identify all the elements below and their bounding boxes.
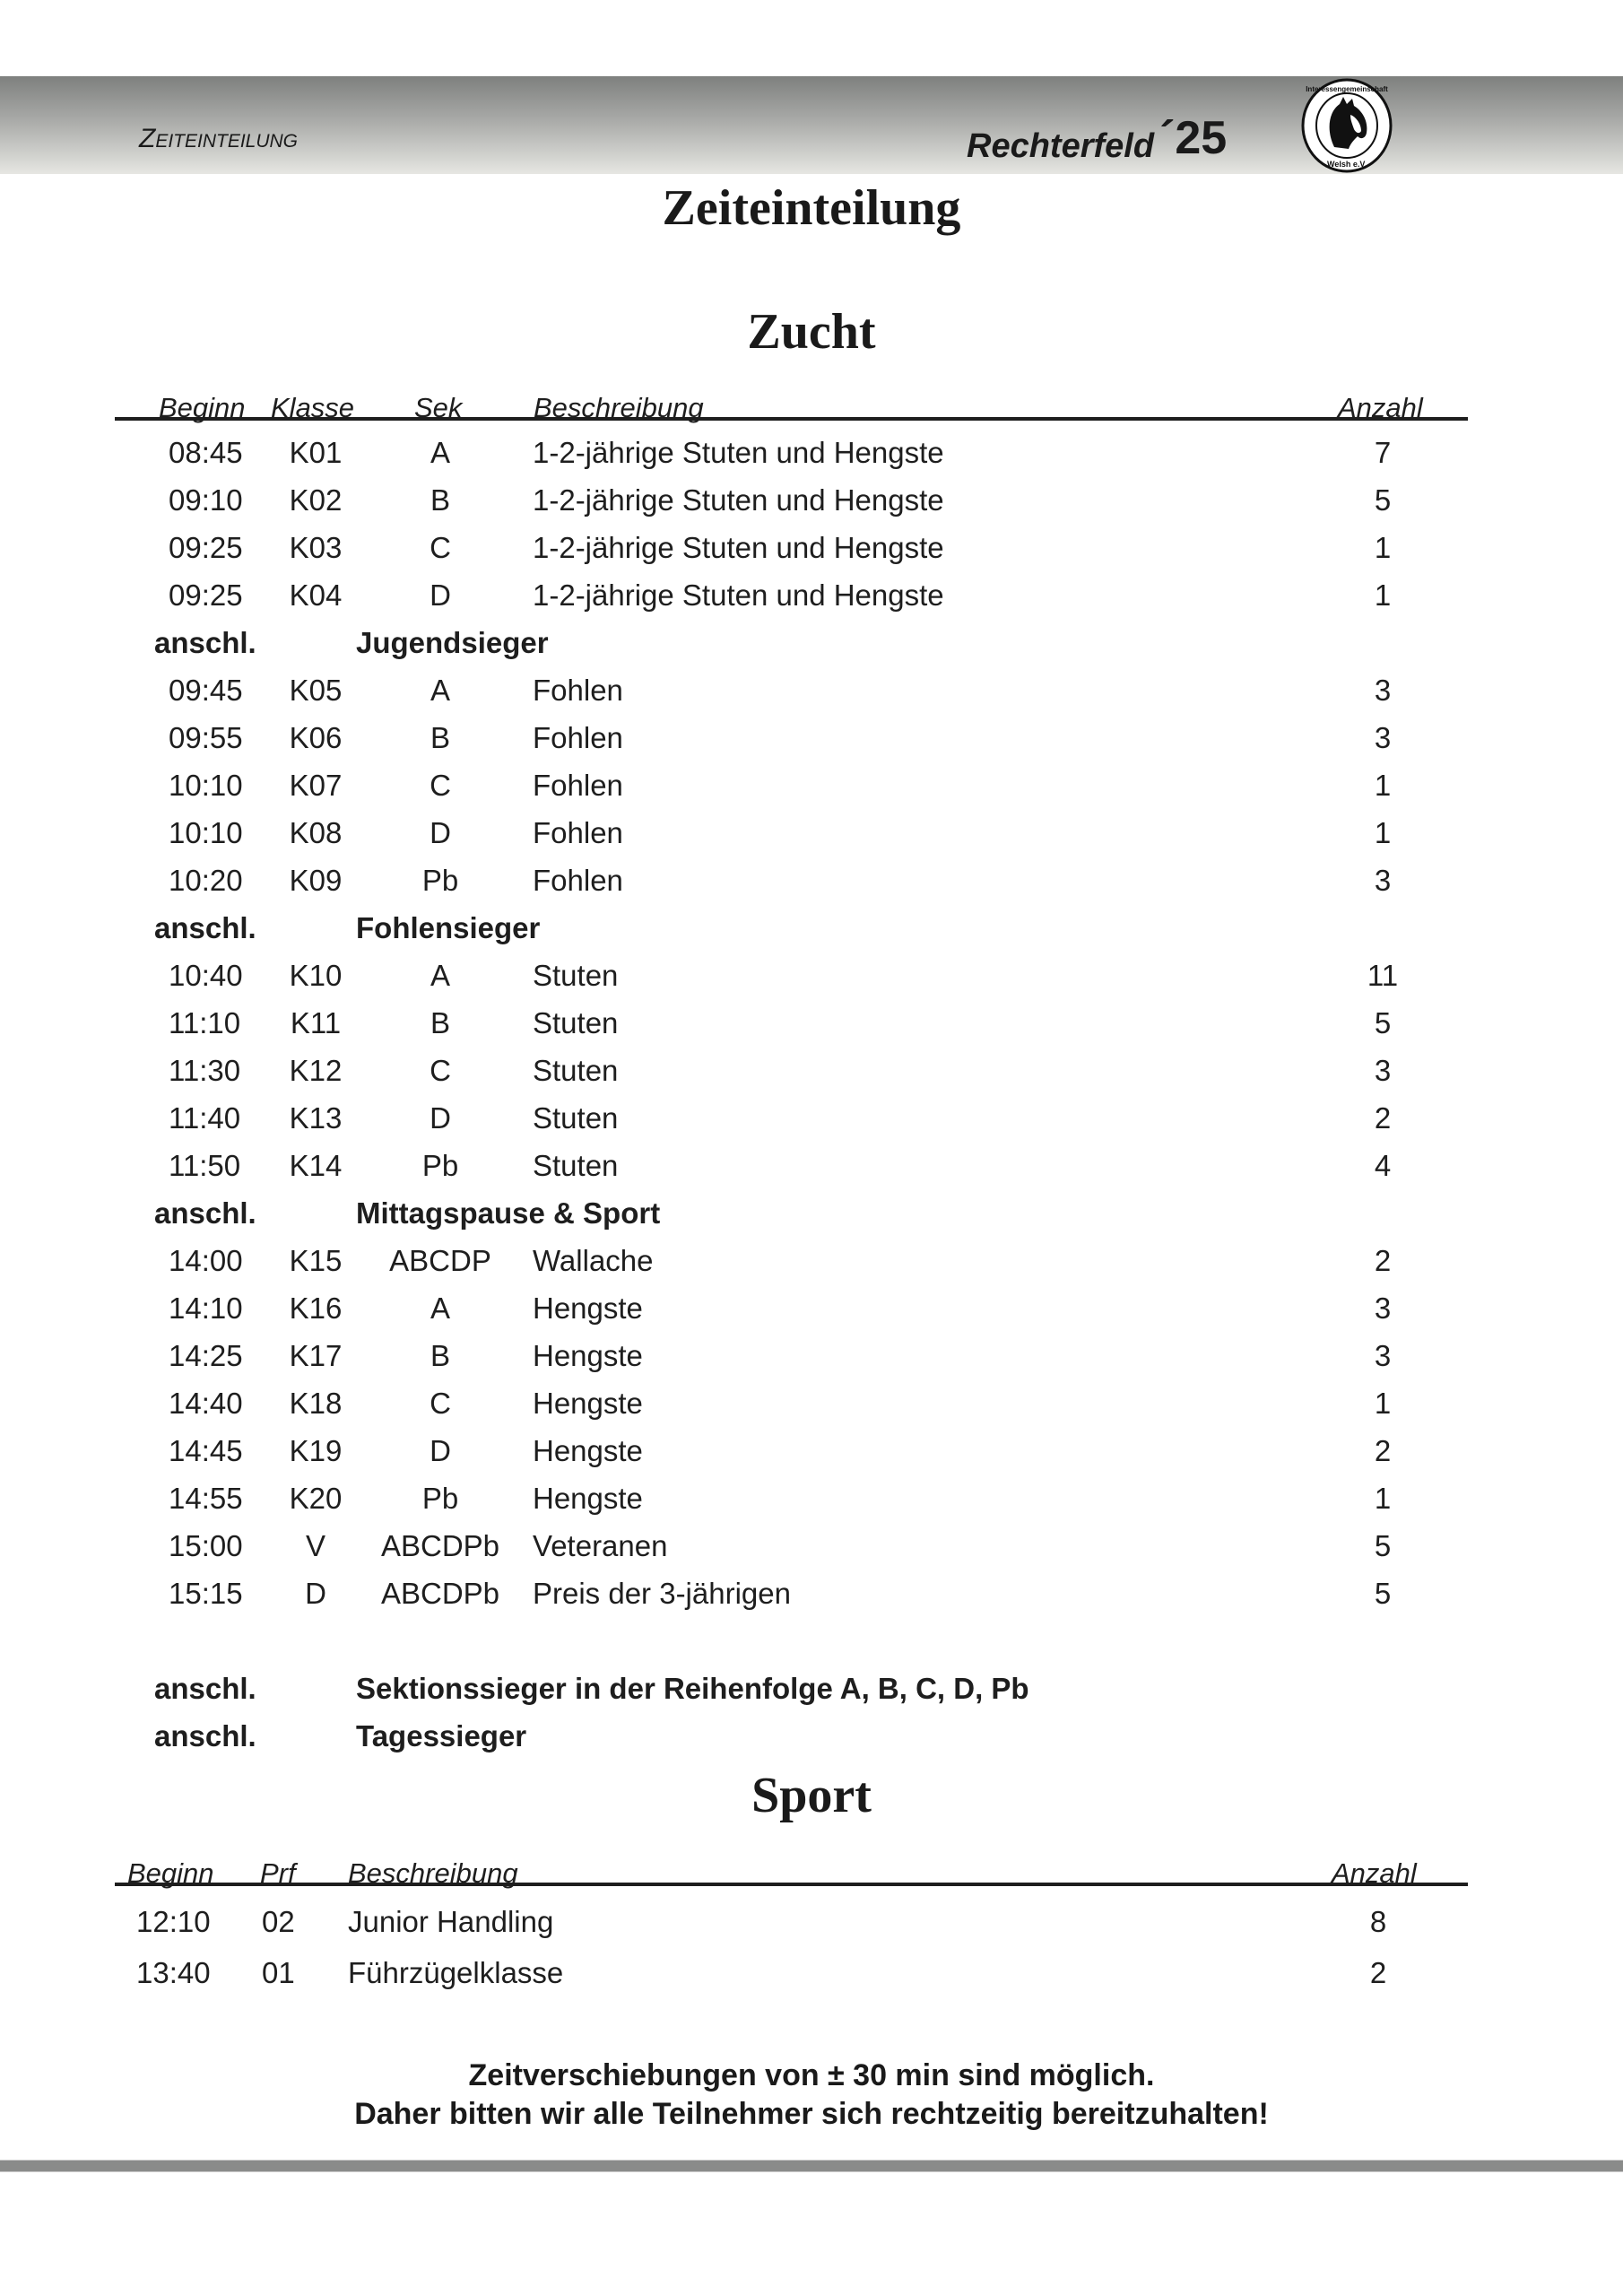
col-sek: Sek — [414, 392, 463, 423]
klasse-cell: K17 — [289, 1339, 343, 1372]
beschreibung-cell: Hengste — [533, 1482, 643, 1515]
table-row — [0, 1053, 1623, 1100]
klasse-cell: K10 — [289, 959, 343, 992]
table-row — [0, 673, 1623, 720]
beschreibung-cell: Stuten — [533, 1149, 619, 1182]
anzahl-cell: 2 — [1369, 1956, 1387, 1989]
sek-cell: ABCDPb — [380, 1577, 500, 1610]
beginn-cell: 14:25 — [169, 1339, 243, 1372]
klasse-cell: K07 — [289, 769, 343, 802]
sek-cell: A — [430, 1292, 450, 1325]
anzahl-cell: 1 — [1374, 531, 1392, 564]
beschreibung-cell: 1-2-jährige Stuten und Hengste — [533, 436, 944, 469]
klasse-cell: V — [305, 1529, 325, 1562]
beschreibung-cell: Junior Handling — [348, 1905, 554, 1938]
beginn-cell: 09:10 — [169, 483, 243, 517]
welsh-pony-logo-icon — [1300, 77, 1393, 174]
beginn-cell: 14:55 — [169, 1482, 243, 1515]
beginn-cell: 13:40 — [136, 1956, 211, 1989]
sek-cell: D — [430, 1434, 451, 1467]
header-section-label: Zeiteinteilung — [139, 124, 299, 153]
table-row — [0, 530, 1623, 578]
klasse-cell: K19 — [289, 1434, 343, 1467]
event-name: Rechterfeld — [967, 127, 1155, 165]
klasse-cell: K05 — [289, 674, 343, 707]
anschl-row — [0, 1718, 1623, 1766]
header-event-title — [967, 112, 1228, 169]
svg-text:Welsh e.V.: Welsh e.V. — [1326, 160, 1367, 169]
beginn-cell: 10:10 — [169, 816, 243, 849]
anschl-label: anschl. — [154, 626, 256, 659]
beschreibung-cell: Hengste — [533, 1292, 643, 1325]
sek-cell: ABCDPb — [380, 1529, 500, 1562]
beschreibung-cell: Preis der 3-jährigen — [533, 1577, 791, 1610]
table-row — [0, 1148, 1623, 1196]
anzahl-cell: 2 — [1374, 1244, 1392, 1277]
event-label: Mittagspause & Sport — [356, 1196, 661, 1230]
anzahl-cell: 5 — [1374, 1577, 1392, 1610]
beginn-cell: 11:50 — [169, 1149, 241, 1182]
klasse-cell: K13 — [289, 1101, 343, 1135]
beginn-cell: 10:10 — [169, 769, 243, 802]
anzahl-cell: 1 — [1374, 578, 1392, 612]
klasse-cell: K03 — [289, 531, 343, 564]
beginn-cell: 14:10 — [169, 1292, 243, 1325]
beginn-cell: 15:00 — [169, 1529, 243, 1562]
sek-cell: Pb — [421, 1482, 459, 1515]
sek-cell: B — [430, 1339, 450, 1372]
sek-cell: B — [430, 483, 450, 517]
svg-text:Interessengemeinschaft: Interessengemeinschaft — [1306, 85, 1388, 93]
klasse-cell: K20 — [289, 1482, 343, 1515]
anzahl-cell: 3 — [1374, 1292, 1392, 1325]
anschl-row — [0, 1196, 1623, 1243]
col-beginn: Beginn — [159, 392, 246, 423]
beschreibung-cell: Hengste — [533, 1434, 643, 1467]
beschreibung-cell: Stuten — [533, 1101, 619, 1135]
col-klasse: Klasse — [271, 392, 355, 423]
table-row — [0, 1528, 1623, 1576]
table-row — [0, 1955, 1623, 2003]
col-anzahl: Anzahl — [1338, 392, 1423, 423]
event-label: Tagessieger — [356, 1719, 527, 1752]
anzahl-cell: 5 — [1374, 1529, 1392, 1562]
beginn-cell: 10:40 — [169, 959, 243, 992]
beschreibung-cell: Stuten — [533, 1054, 619, 1087]
ready-note: Daher bitten wir alle Teilnehmer sich rechtzeitig bereitzuhalten! — [354, 2097, 1269, 2131]
anzahl-cell: 2 — [1374, 1101, 1392, 1135]
zucht-table-header — [115, 381, 1468, 421]
beschreibung-cell: Führzügelklasse — [348, 1956, 564, 1989]
klasse-cell: K12 — [289, 1054, 343, 1087]
anschl-row — [0, 625, 1623, 673]
klasse-cell: K02 — [289, 483, 343, 517]
beschreibung-cell: Veteranen — [533, 1529, 668, 1562]
anzahl-cell: 5 — [1374, 1006, 1392, 1039]
table-row — [0, 1386, 1623, 1433]
anzahl-cell: 1 — [1374, 769, 1392, 802]
beginn-cell: 09:55 — [169, 721, 243, 754]
time-shift-note: Zeitverschiebungen von ± 30 min sind möglich. — [468, 2058, 1155, 2092]
anzahl-cell: 4 — [1374, 1149, 1392, 1182]
anzahl-cell: 1 — [1374, 1482, 1392, 1515]
table-row — [0, 1433, 1623, 1481]
event-year: ´25 — [1159, 112, 1228, 164]
sek-cell: C — [430, 531, 451, 564]
klasse-cell: K14 — [289, 1149, 343, 1182]
beginn-cell: 11:10 — [169, 1006, 241, 1039]
table-row — [0, 815, 1623, 863]
event-label: Fohlensieger — [356, 911, 541, 944]
beschreibung-cell: Hengste — [533, 1339, 643, 1372]
klasse-cell: K06 — [289, 721, 343, 754]
table-row — [0, 720, 1623, 768]
anzahl-cell: 1 — [1374, 1387, 1392, 1420]
sek-cell: Pb — [421, 864, 459, 897]
beschreibung-cell: Fohlen — [533, 721, 623, 754]
sek-cell: D — [430, 1101, 451, 1135]
beginn-cell: 14:00 — [169, 1244, 243, 1277]
anzahl-cell: 3 — [1374, 864, 1392, 897]
table-row — [0, 863, 1623, 910]
beschreibung-cell: Fohlen — [533, 864, 623, 897]
anzahl-cell: 3 — [1374, 1054, 1392, 1087]
anzahl-cell: 8 — [1369, 1905, 1387, 1938]
beschreibung-cell: 1-2-jährige Stuten und Hengste — [533, 578, 944, 612]
anschl-label: anschl. — [154, 1196, 256, 1230]
sek-cell: B — [430, 721, 450, 754]
sek-cell: D — [430, 578, 451, 612]
beschreibung-cell: 1-2-jährige Stuten und Hengste — [533, 531, 944, 564]
event-label: Jugendsieger — [356, 626, 549, 659]
beginn-cell: 11:40 — [169, 1101, 241, 1135]
sek-cell: D — [430, 816, 451, 849]
table-row — [0, 435, 1623, 483]
anzahl-cell: 3 — [1374, 1339, 1392, 1372]
beschreibung-cell: Fohlen — [533, 674, 623, 707]
col-prf: Prf — [260, 1857, 296, 1889]
table-row — [0, 1338, 1623, 1386]
beginn-cell: 11:30 — [169, 1054, 241, 1087]
table-row — [0, 1481, 1623, 1528]
klasse-cell: D — [305, 1577, 326, 1610]
prf-cell: 02 — [262, 1905, 295, 1938]
klasse-cell: K08 — [289, 816, 343, 849]
zucht-heading: Zucht — [747, 304, 876, 360]
sek-cell: A — [430, 436, 450, 469]
klasse-cell: K18 — [289, 1387, 343, 1420]
sek-cell: ABCDP — [389, 1244, 491, 1277]
table-row — [0, 1243, 1623, 1291]
klasse-cell: K16 — [289, 1292, 343, 1325]
anzahl-cell: 3 — [1374, 721, 1392, 754]
anschl-label: anschl. — [154, 1672, 256, 1705]
beginn-cell: 09:45 — [169, 674, 243, 707]
table-row — [0, 1904, 1623, 1952]
table-row — [0, 958, 1623, 1005]
sek-cell: C — [430, 1054, 451, 1087]
anzahl-cell: 5 — [1374, 483, 1392, 517]
beginn-cell: 14:40 — [169, 1387, 243, 1420]
anschl-row — [0, 1671, 1623, 1718]
anzahl-cell: 1 — [1374, 816, 1392, 849]
beginn-cell: 08:45 — [169, 436, 243, 469]
prf-cell: 01 — [262, 1956, 295, 1989]
sek-cell: C — [430, 769, 451, 802]
table-row — [0, 483, 1623, 530]
beginn-cell: 14:45 — [169, 1434, 243, 1467]
beginn-cell: 09:25 — [169, 531, 243, 564]
klasse-cell: K01 — [289, 436, 343, 469]
beschreibung-cell: Wallache — [533, 1244, 654, 1277]
anzahl-cell: 3 — [1374, 674, 1392, 707]
beginn-cell: 10:20 — [169, 864, 243, 897]
beschreibung-cell: Hengste — [533, 1387, 643, 1420]
table-row — [0, 1576, 1623, 1623]
sport-heading: Sport — [751, 1768, 872, 1823]
beginn-cell: 12:10 — [136, 1905, 211, 1938]
sek-cell: A — [430, 674, 450, 707]
beschreibung-cell: Fohlen — [533, 769, 623, 802]
sek-cell: B — [430, 1006, 450, 1039]
beschreibung-cell: Stuten — [533, 959, 619, 992]
anschl-label: anschl. — [154, 911, 256, 944]
klasse-cell: K09 — [289, 864, 343, 897]
table-row — [0, 768, 1623, 815]
col-beschreibung: Beschreibung — [534, 392, 704, 423]
table-row — [0, 1005, 1623, 1053]
table-row — [0, 1291, 1623, 1338]
col-beginn: Beginn — [127, 1857, 214, 1889]
sek-cell: Pb — [421, 1149, 459, 1182]
sek-cell: C — [430, 1387, 451, 1420]
beschreibung-cell: 1-2-jährige Stuten und Hengste — [533, 483, 944, 517]
anschl-label: anschl. — [154, 1719, 256, 1752]
event-label: Sektionssieger in der Reihenfolge A, B, C, D, Pb — [356, 1672, 1029, 1705]
anzahl-cell: 11 — [1367, 959, 1399, 992]
klasse-cell: K04 — [289, 578, 343, 612]
col-beschreibung: Beschreibung — [348, 1857, 518, 1889]
table-row — [0, 578, 1623, 625]
beschreibung-cell: Stuten — [533, 1006, 619, 1039]
footer-bar — [0, 2160, 1623, 2172]
beginn-cell: 09:25 — [169, 578, 243, 612]
sek-cell: A — [430, 959, 450, 992]
beginn-cell: 15:15 — [169, 1577, 243, 1610]
klasse-cell: K11 — [290, 1006, 342, 1039]
anschl-row — [0, 910, 1623, 958]
sport-table-header — [115, 1847, 1468, 1889]
col-anzahl: Anzahl — [1332, 1857, 1417, 1889]
anzahl-cell: 7 — [1374, 436, 1392, 469]
table-row — [0, 1100, 1623, 1148]
beschreibung-cell: Fohlen — [533, 816, 623, 849]
klasse-cell: K15 — [289, 1244, 343, 1277]
page-title: Zeiteinteilung — [662, 180, 961, 236]
anzahl-cell: 2 — [1374, 1434, 1392, 1467]
